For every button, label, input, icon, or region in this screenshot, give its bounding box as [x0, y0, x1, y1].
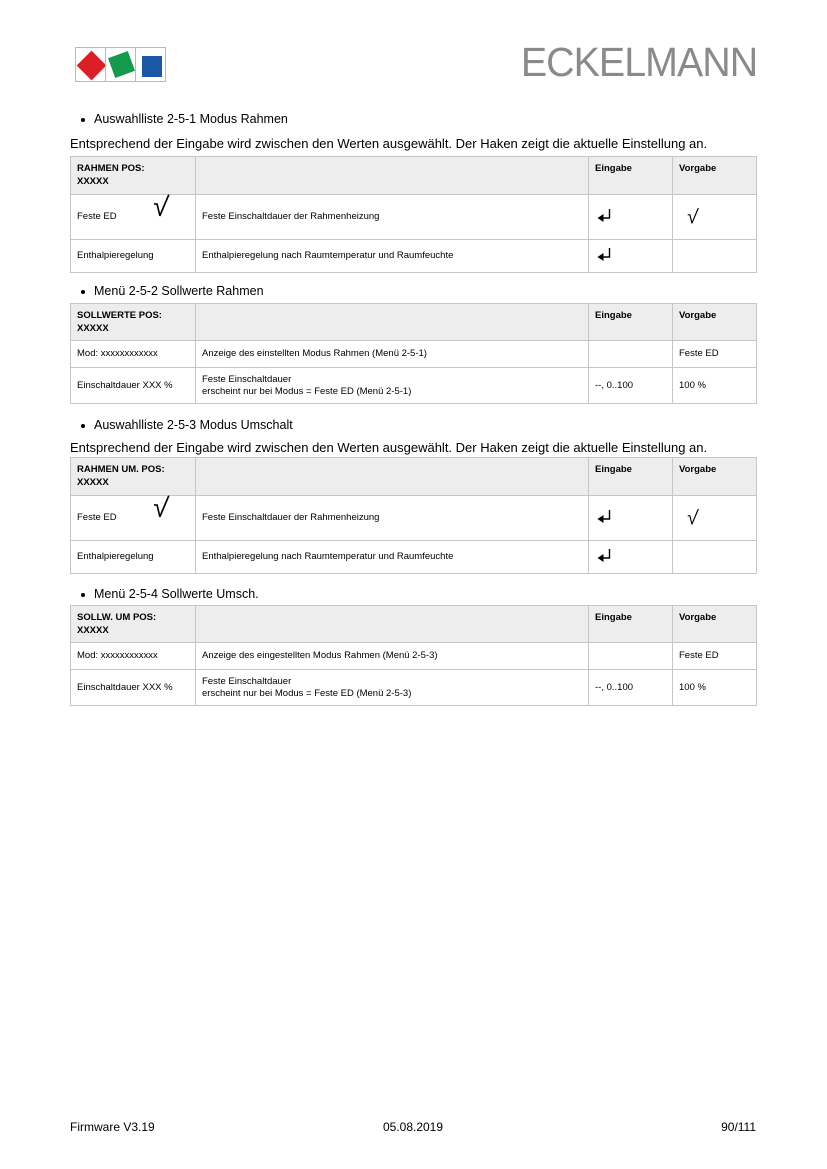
eingabe-cell — [589, 341, 673, 368]
table-title-line1: SOLLW. UM POS: — [77, 612, 157, 623]
option-desc-cell: Enthalpieregelung nach Raumtemperatur und Raumfeuchte — [196, 240, 589, 273]
section-heading-text: Auswahlliste 2-5-1 Modus Rahmen — [94, 112, 288, 126]
option-desc-cell: Enthalpieregelung nach Raumtemperatur und Raumfeuchte — [196, 541, 589, 574]
enter-arrow-icon — [597, 548, 612, 566]
red-diamond-icon — [77, 51, 106, 81]
vorgabe-cell — [673, 195, 757, 240]
table-title-cell — [71, 157, 196, 195]
table-title-cell — [71, 304, 196, 341]
col-header-vorgabe: Vorgabe — [673, 458, 757, 496]
eingabe-cell — [589, 195, 673, 240]
table-row — [71, 541, 757, 574]
section-heading-text: Auswahlliste 2-5-3 Modus Umschalt — [94, 418, 293, 432]
col-header-vorgabe: Vorgabe — [673, 304, 757, 341]
table-header-empty — [196, 458, 589, 496]
option-desc-cell: Feste Einschaltdauer der Rahmenheizung — [196, 195, 589, 240]
option-name-cell — [71, 491, 196, 541]
param-desc-cell: Anzeige des eingestellten Modus Rahmen (Menü 2-5-3) — [196, 643, 589, 670]
param-desc-line2: erscheint nur bei Modus = Feste ED (Menü 2-5-1) — [202, 385, 412, 397]
table-header-empty — [196, 157, 589, 195]
param-name-cell: Einschaltdauer XXX % — [71, 670, 196, 706]
table-sollwerte-rahmen — [70, 303, 757, 404]
option-desc-cell: Feste Einschaltdauer der Rahmenheizung — [196, 496, 589, 541]
footer-firmware: Firmware V3.19 — [70, 1120, 155, 1134]
check-icon: √ — [685, 506, 700, 530]
bullet-icon — [81, 424, 85, 428]
param-desc-line1: Feste Einschaltdauer — [202, 373, 292, 385]
eingabe-cell — [589, 643, 673, 670]
col-header-eingabe: Eingabe — [589, 304, 673, 341]
col-header-eingabe: Eingabe — [589, 458, 673, 496]
table-row — [71, 643, 757, 670]
page-content — [70, 112, 756, 706]
section-intro-1: Entsprechend der Eingabe wird zwischen den Werten ausgewählt. Der Haken zeigt die aktuelle Einstellung an. — [70, 136, 708, 151]
table-title-line2: XXXXX — [77, 625, 109, 636]
table-sollwerte-umsch — [70, 605, 757, 706]
check-icon: √ — [151, 491, 171, 524]
logo-cell-blue — [135, 47, 166, 82]
vorgabe-cell — [673, 541, 757, 574]
param-desc-cell — [196, 670, 589, 706]
table-row — [71, 496, 757, 541]
param-name-cell: Mod: xxxxxxxxxxxx — [71, 341, 196, 368]
bullet-icon — [81, 290, 85, 294]
option-name-cell: Enthalpieregelung — [71, 541, 196, 574]
table-header-row — [71, 157, 757, 195]
option-name: Feste ED — [77, 512, 117, 523]
col-header-vorgabe: Vorgabe — [673, 606, 757, 643]
vorgabe-cell — [673, 240, 757, 273]
vorgabe-cell: 100 % — [673, 670, 757, 706]
table-modus-umschalt — [70, 457, 757, 574]
blue-square-icon — [142, 56, 162, 77]
table-header-empty — [196, 304, 589, 341]
bullet-icon — [81, 593, 85, 597]
option-name: Feste ED — [77, 211, 117, 222]
table-row — [71, 195, 757, 240]
logo-cell-green — [105, 47, 136, 82]
table-title-line1: RAHMEN POS: — [77, 163, 145, 174]
vorgabe-cell: Feste ED — [673, 341, 757, 368]
brand-wordmark: ECKELMANN — [520, 39, 757, 85]
vorgabe-cell: Feste ED — [673, 643, 757, 670]
bullet-icon — [81, 118, 85, 122]
table-row — [71, 670, 757, 706]
footer-date: 05.08.2019 — [382, 1120, 444, 1134]
enter-arrow-icon — [597, 509, 612, 527]
table-row — [71, 341, 757, 368]
table-title-line2: XXXXX — [77, 176, 109, 187]
col-header-vorgabe: Vorgabe — [673, 157, 757, 195]
eingabe-cell: --, 0..100 — [589, 670, 673, 706]
check-icon: √ — [685, 205, 700, 229]
table-row — [71, 368, 757, 404]
table-header-row — [71, 458, 757, 496]
footer-page-number: 90/111 — [721, 1120, 757, 1134]
table-header-empty — [196, 606, 589, 643]
table-header-row — [71, 606, 757, 643]
table-title-cell — [71, 606, 196, 643]
section-intro-3: Entsprechend der Eingabe wird zwischen den Werten ausgewählt. Der Haken zeigt die aktuelle Einstellung an. — [70, 440, 708, 455]
table-modus-rahmen — [70, 156, 757, 273]
vorgabe-cell: 100 % — [673, 368, 757, 404]
option-name-cell — [71, 190, 196, 240]
green-square-icon — [108, 51, 135, 78]
param-desc-cell — [196, 368, 589, 404]
param-desc-line2: erscheint nur bei Modus = Feste ED (Menü 2-5-3) — [202, 687, 412, 699]
logo-cell-red — [75, 47, 106, 82]
table-title-cell — [71, 458, 196, 496]
table-title-line2: XXXXX — [77, 323, 109, 334]
param-name-cell: Einschaltdauer XXX % — [71, 368, 196, 404]
check-icon: √ — [151, 190, 171, 223]
enter-arrow-icon — [597, 247, 612, 265]
eingabe-cell — [589, 496, 673, 541]
col-header-eingabe: Eingabe — [589, 606, 673, 643]
section-heading-2 — [70, 284, 756, 299]
eingabe-cell: --, 0..100 — [589, 368, 673, 404]
eingabe-cell — [589, 541, 673, 574]
table-title-line2: XXXXX — [77, 477, 109, 488]
section-heading-text: Menü 2-5-2 Sollwerte Rahmen — [94, 284, 264, 298]
eingabe-cell — [589, 240, 673, 273]
param-desc-cell: Anzeige des einstellten Modus Rahmen (Menü 2-5-1) — [196, 341, 589, 368]
page-footer — [70, 1120, 756, 1135]
option-name-cell: Enthalpieregelung — [71, 240, 196, 273]
section-heading-3 — [70, 418, 756, 433]
param-name-cell: Mod: xxxxxxxxxxxx — [71, 643, 196, 670]
section-heading-text: Menü 2-5-4 Sollwerte Umsch. — [94, 587, 259, 601]
company-logo — [75, 47, 166, 82]
table-title-line1: SOLLWERTE POS: — [77, 310, 162, 321]
param-desc-line1: Feste Einschaltdauer — [202, 675, 292, 687]
col-header-eingabe: Eingabe — [589, 157, 673, 195]
section-heading-4 — [70, 587, 756, 602]
enter-arrow-icon — [597, 208, 612, 226]
table-header-row — [71, 304, 757, 341]
vorgabe-cell — [673, 496, 757, 541]
table-row — [71, 240, 757, 273]
table-title-line1: RAHMEN UM. POS: — [77, 464, 165, 475]
section-heading-1 — [70, 112, 756, 127]
